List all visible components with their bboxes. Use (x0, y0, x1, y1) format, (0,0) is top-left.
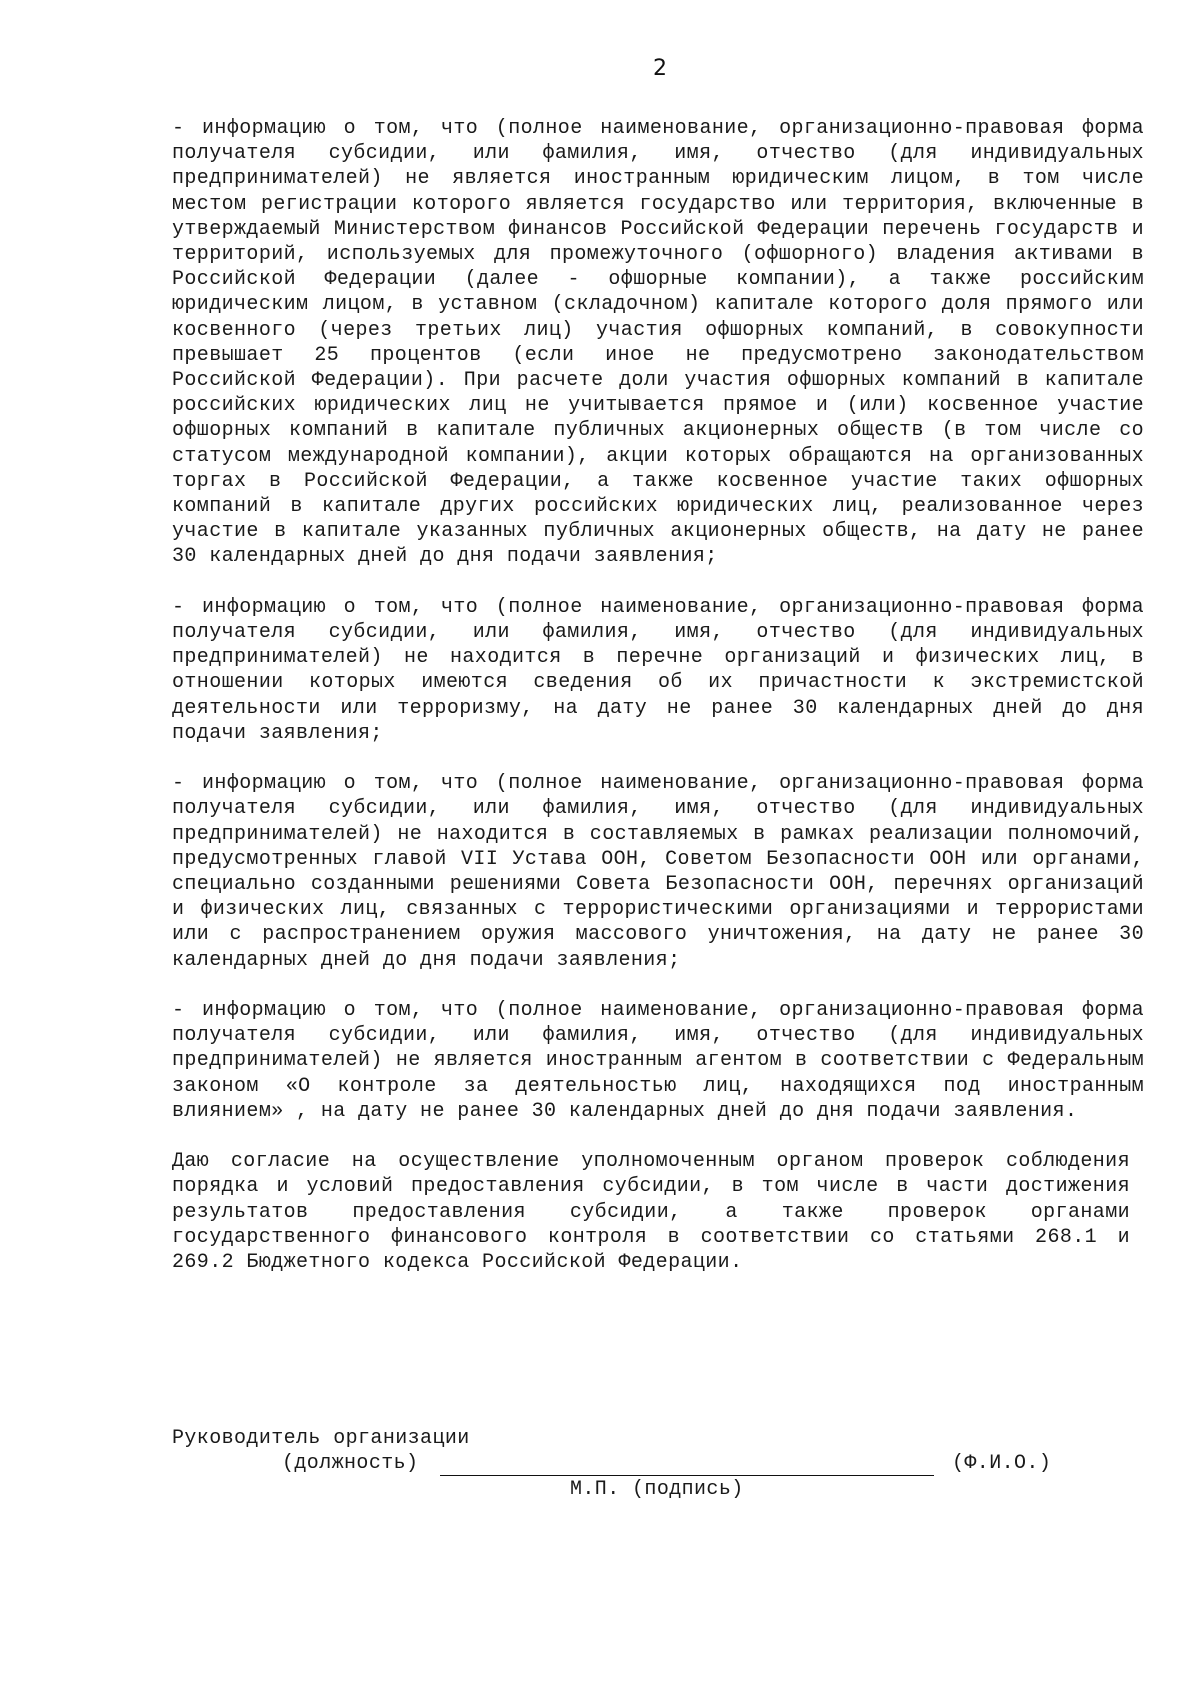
paragraph-consent: Даю согласие на осуществление уполномоченным органом проверок соблюдения порядка и условий предоставления субсидии, в том числе в части достижения результатов предоставления субсидии, а также проверок органами государственного финансового контроля в соответствии со статьями 268.1 и 269.2 Бюджетного кодекса Российской Федерации. (172, 1150, 1130, 1275)
paragraph-un-sanctions-info: - информацию о том, что (полное наименование, организационно-правовая форма получателя субсидии, или фамилия, имя, отчество (для индивидуальных предпринимателей) не находится в составляемых в рамках реализации полномочий, предусмотренных главой VII Устава ООН, Советом Безопасности ООН или органами, специально созданными решениями Совета Безопасности ООН, перечнях организаций и физических лиц, связанных с террористическими организациями и террористами или с распространением оружия массового уничтожения, на дату не ранее 30 календарных дней до дня подачи заявления; (172, 772, 1144, 972)
document-body (172, 116, 1144, 1275)
signature-position-label: (должность) (282, 1452, 419, 1475)
signature-stamp-label: М.П. (подпись) (570, 1478, 744, 1501)
signature-line (440, 1475, 934, 1476)
paragraph-offshore-info: - информацию о том, что (полное наименование, организационно-правовая форма получателя субсидии, или фамилия, имя, отчество (для индивидуальных предпринимателей) не является иностранным юридическим лицом, в том числе местом регистрации которого является государство или территория, включенные в утверждаемый Министерством финансов Российской Федерации перечень государств и территорий, используемых для промежуточного (офшорного) владения активами в Российской Федерации (далее - офшорные компании), а также российским юридическим лицом, в уставном (складочном) капитале которого доля прямого или косвенного (через третьих лиц) участия офшорных компаний, в совокупности превышает 25 процентов (если иное не предусмотрено законодательством Российской Федерации). При расчете доли участия офшорных компаний в капитале российских юридических лиц не учитывается прямое и (или) косвенное участие офшорных компаний в капитале публичных акционерных обществ (в том числе со статусом международной компании), акции которых обращаются на организованных торгах в Российской Федерации, а также косвенное участие таких офшорных компаний в капитале других российских юридических лиц, реализованное через участие в капитале указанных публичных акционерных обществ, на дату не ранее 30 календарных дней до дня подачи заявления; (172, 117, 1144, 569)
paragraph-extremism-info: - информацию о том, что (полное наименование, организационно-правовая форма получателя субсидии, или фамилия, имя, отчество (для индивидуальных предпринимателей) не находится в перечне организаций и физических лиц, в отношении которых имеются сведения об их причастности к экстремистской деятельности или терроризму, на дату не ранее 30 календарных дней до дня подачи заявления; (172, 595, 1144, 745)
paragraph-foreign-agent-info: - информацию о том, что (полное наименование, организационно-правовая форма получателя субсидии, или фамилия, имя, отчество (для индивидуальных предпринимателей) не является иностранным агентом в соответствии с Федеральным законом «О контроле за деятельностью лиц, находящихся под иностранным влиянием» , на дату не ранее 30 календарных дней до дня подачи заявления. (172, 999, 1144, 1123)
signature-fio-label: (Ф.И.О.) (952, 1452, 1052, 1475)
page-number: 2 (653, 56, 667, 81)
signature-head: Руководитель организации (172, 1427, 470, 1450)
signature-block (172, 1426, 1132, 1506)
